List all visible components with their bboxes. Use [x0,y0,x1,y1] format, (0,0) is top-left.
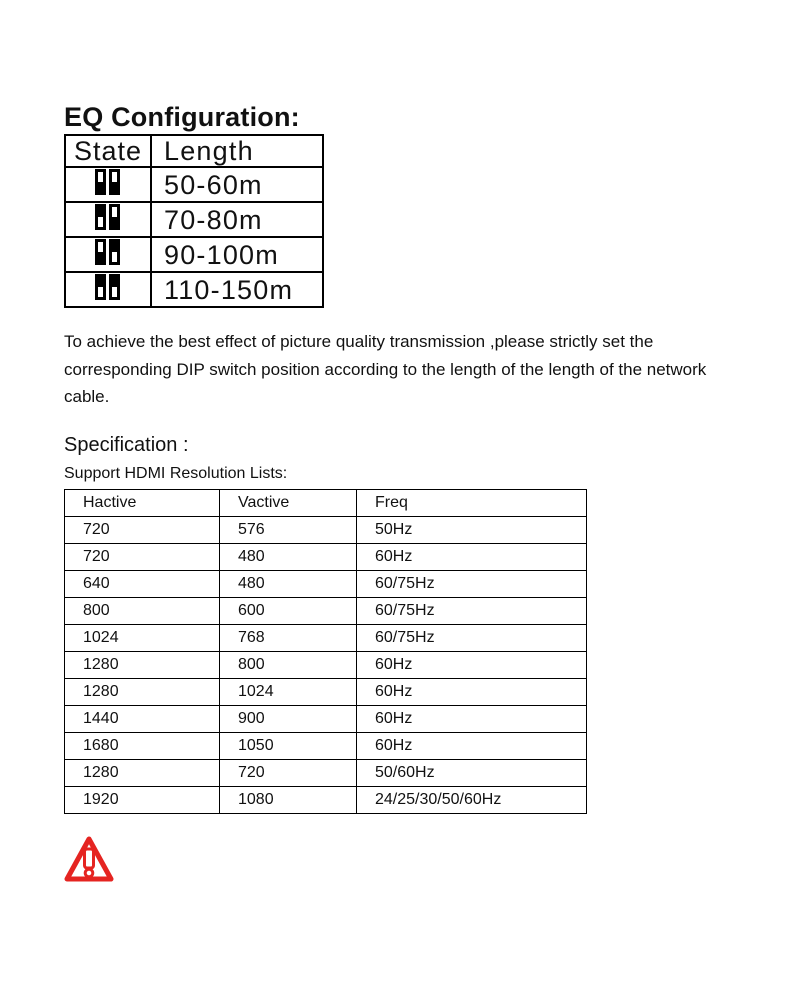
dip-switch-slot-up [98,242,103,252]
dip-switch-slot-up [112,207,117,217]
cell-hactive: 1280 [65,652,220,679]
dip-switch-icon [93,273,123,306]
resolution-table [64,489,587,814]
warning-triangle-icon [64,836,114,887]
resolution-list-subtitle: Support HDMI Resolution Lists: [64,465,288,482]
eq-config-table [64,134,324,308]
cell-hactive: 800 [65,598,220,625]
header-vactive: Vactive [220,490,357,517]
cell-hactive: 720 [65,517,220,544]
header-hactive: Hactive [65,490,220,517]
cell-vactive: 576 [220,517,357,544]
cell-vactive: 900 [220,706,357,733]
dip-switch-slot-down [98,287,103,297]
cell-freq: 60Hz [357,733,587,760]
resolution-row [65,679,587,706]
dip-switch-icon [93,203,123,236]
dip-switch-icon [93,168,123,201]
resolution-row [65,652,587,679]
cell-hactive: 1440 [65,706,220,733]
cell-hactive: 720 [65,544,220,571]
dip-switch-slot-up [98,172,103,182]
cell-hactive: 1280 [65,760,220,787]
cell-vactive: 600 [220,598,357,625]
resolution-row [65,787,587,814]
cell-vactive: 1050 [220,733,357,760]
cell-vactive: 800 [220,652,357,679]
cell-freq: 60/75Hz [357,598,587,625]
cell-freq: 60Hz [357,679,587,706]
dip-switch-note: To achieve the best effect of picture quality transmission ,please strictly set the corresponding DIP switch position according to the length of the length of the network cable. [64,332,707,406]
cell-hactive: 1680 [65,733,220,760]
eq-row [65,167,323,202]
dip-switch-graphic [93,273,123,301]
specification-title: Specification : [64,434,189,456]
eq-header-row [65,135,323,167]
cell-freq: 60Hz [357,544,587,571]
eq-length: 110-150m [151,272,323,307]
cell-vactive: 720 [220,760,357,787]
resolution-row [65,598,587,625]
dip-switch-cell [65,202,151,237]
cell-hactive: 1280 [65,679,220,706]
resolution-row [65,625,587,652]
cell-freq: 50/60Hz [357,760,587,787]
cell-hactive: 640 [65,571,220,598]
resolution-row [65,733,587,760]
dip-switch-slot-down [112,252,117,262]
dip-switch-slot-down [112,287,117,297]
dip-switch-slot-down [98,217,103,227]
dip-switch-icon [93,238,123,271]
resolution-row [65,544,587,571]
cell-hactive: 1024 [65,625,220,652]
eq-row [65,237,323,272]
cell-freq: 50Hz [357,517,587,544]
resolution-row [65,517,587,544]
eq-length: 50-60m [151,167,323,202]
cell-vactive: 480 [220,571,357,598]
dip-switch-graphic [93,203,123,231]
cell-vactive: 768 [220,625,357,652]
eq-config-title: EQ Configuration: [64,102,300,132]
cell-freq: 60Hz [357,706,587,733]
cell-vactive: 1080 [220,787,357,814]
cell-freq: 60/75Hz [357,571,587,598]
cell-freq: 60Hz [357,652,587,679]
header-freq: Freq [357,490,587,517]
resolution-row [65,706,587,733]
resolution-header-row [65,490,587,517]
dip-switch-graphic [93,168,123,196]
dip-switch-slot-up [112,172,117,182]
eq-header-length: Length [151,135,323,167]
dip-switch-graphic [93,238,123,266]
cell-vactive: 480 [220,544,357,571]
eq-row [65,272,323,307]
resolution-row [65,571,587,598]
cell-hactive: 1920 [65,787,220,814]
eq-header-state: State [65,135,151,167]
dip-switch-cell [65,167,151,202]
resolution-row [65,760,587,787]
cell-freq: 24/25/30/50/60Hz [357,787,587,814]
cell-vactive: 1024 [220,679,357,706]
eq-length: 90-100m [151,237,323,272]
eq-row [65,202,323,237]
dip-switch-cell [65,272,151,307]
cell-freq: 60/75Hz [357,625,587,652]
eq-length: 70-80m [151,202,323,237]
dip-switch-cell [65,237,151,272]
